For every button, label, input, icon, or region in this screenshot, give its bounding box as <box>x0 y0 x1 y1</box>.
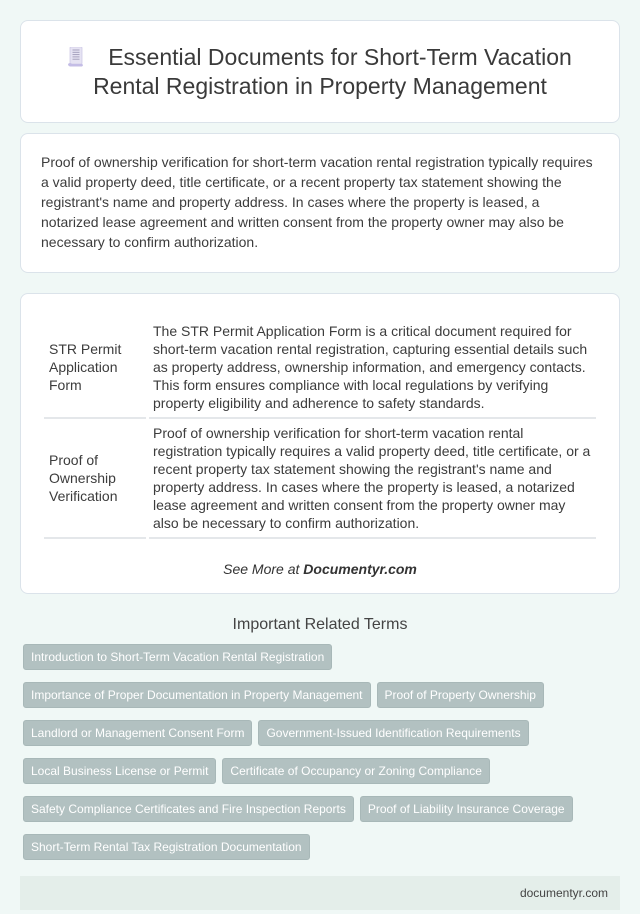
related-term-chip[interactable]: Landlord or Management Consent Form <box>23 720 252 746</box>
summary-card <box>20 133 620 273</box>
summary-text: Proof of ownership verification for short-term vacation rental registration typically requires a valid property deed, title certificate, or a recent property tax statement showing the registrant's name and property address. In cases where the property is leased, a notarized lease agreement and written consent from the property owner may also be necessary to confirm authorization. <box>41 154 593 250</box>
document-scroll-icon <box>68 45 84 65</box>
document-description: The STR Permit Application Form is a critical document required for short-term vacation rental registration, capturing essential details such as property address, ownership information, and emergency contacts. This form ensures compliance with local regulations by verifying property eligibility and adherence to safety standards. <box>149 316 596 419</box>
title-card <box>20 20 620 123</box>
document-description: Proof of ownership verification for short-term vacation rental registration typically requires a valid property deed, title certificate, or a recent property tax statement showing the registrant's name and property address. In cases where the property is leased, a notarized lease agreement and written consent from the property owner may also be necessary to confirm authorization. <box>149 419 596 539</box>
page-title-text: Essential Documents for Short-Term Vacation Rental Registration in Property Management <box>93 43 572 99</box>
document-name: STR Permit Application Form <box>44 316 146 419</box>
related-term-chip[interactable]: Certificate of Occupancy or Zoning Compliance <box>222 758 489 784</box>
related-term-chip[interactable]: Importance of Proper Documentation in Property Management <box>23 682 371 708</box>
related-term-chip[interactable]: Safety Compliance Certificates and Fire Inspection Reports <box>23 796 354 822</box>
table-row <box>44 419 596 539</box>
table-row <box>44 316 596 419</box>
see-more-link[interactable]: Documentyr.com <box>303 561 417 577</box>
see-more <box>41 561 599 577</box>
footer <box>20 876 620 910</box>
document-name: Proof of Ownership Verification <box>44 419 146 539</box>
footer-site-link[interactable]: documentyr.com <box>519 886 608 900</box>
see-more-prefix: See More at <box>223 561 304 577</box>
related-term-chip[interactable]: Proof of Property Ownership <box>377 682 544 708</box>
related-terms-heading: Important Related Terms <box>232 616 408 633</box>
related-term-chip[interactable]: Local Business License or Permit <box>23 758 216 784</box>
related-terms-list <box>20 644 620 860</box>
related-term-chip[interactable]: Proof of Liability Insurance Coverage <box>360 796 573 822</box>
related-term-chip[interactable]: Short-Term Rental Tax Registration Documentation <box>23 834 310 860</box>
documents-table <box>41 316 599 539</box>
page-title <box>49 43 591 101</box>
documents-table-card <box>20 293 620 594</box>
related-term-chip[interactable]: Government-Issued Identification Requirements <box>258 720 528 746</box>
related-term-chip[interactable]: Introduction to Short-Term Vacation Rental Registration <box>23 644 332 670</box>
